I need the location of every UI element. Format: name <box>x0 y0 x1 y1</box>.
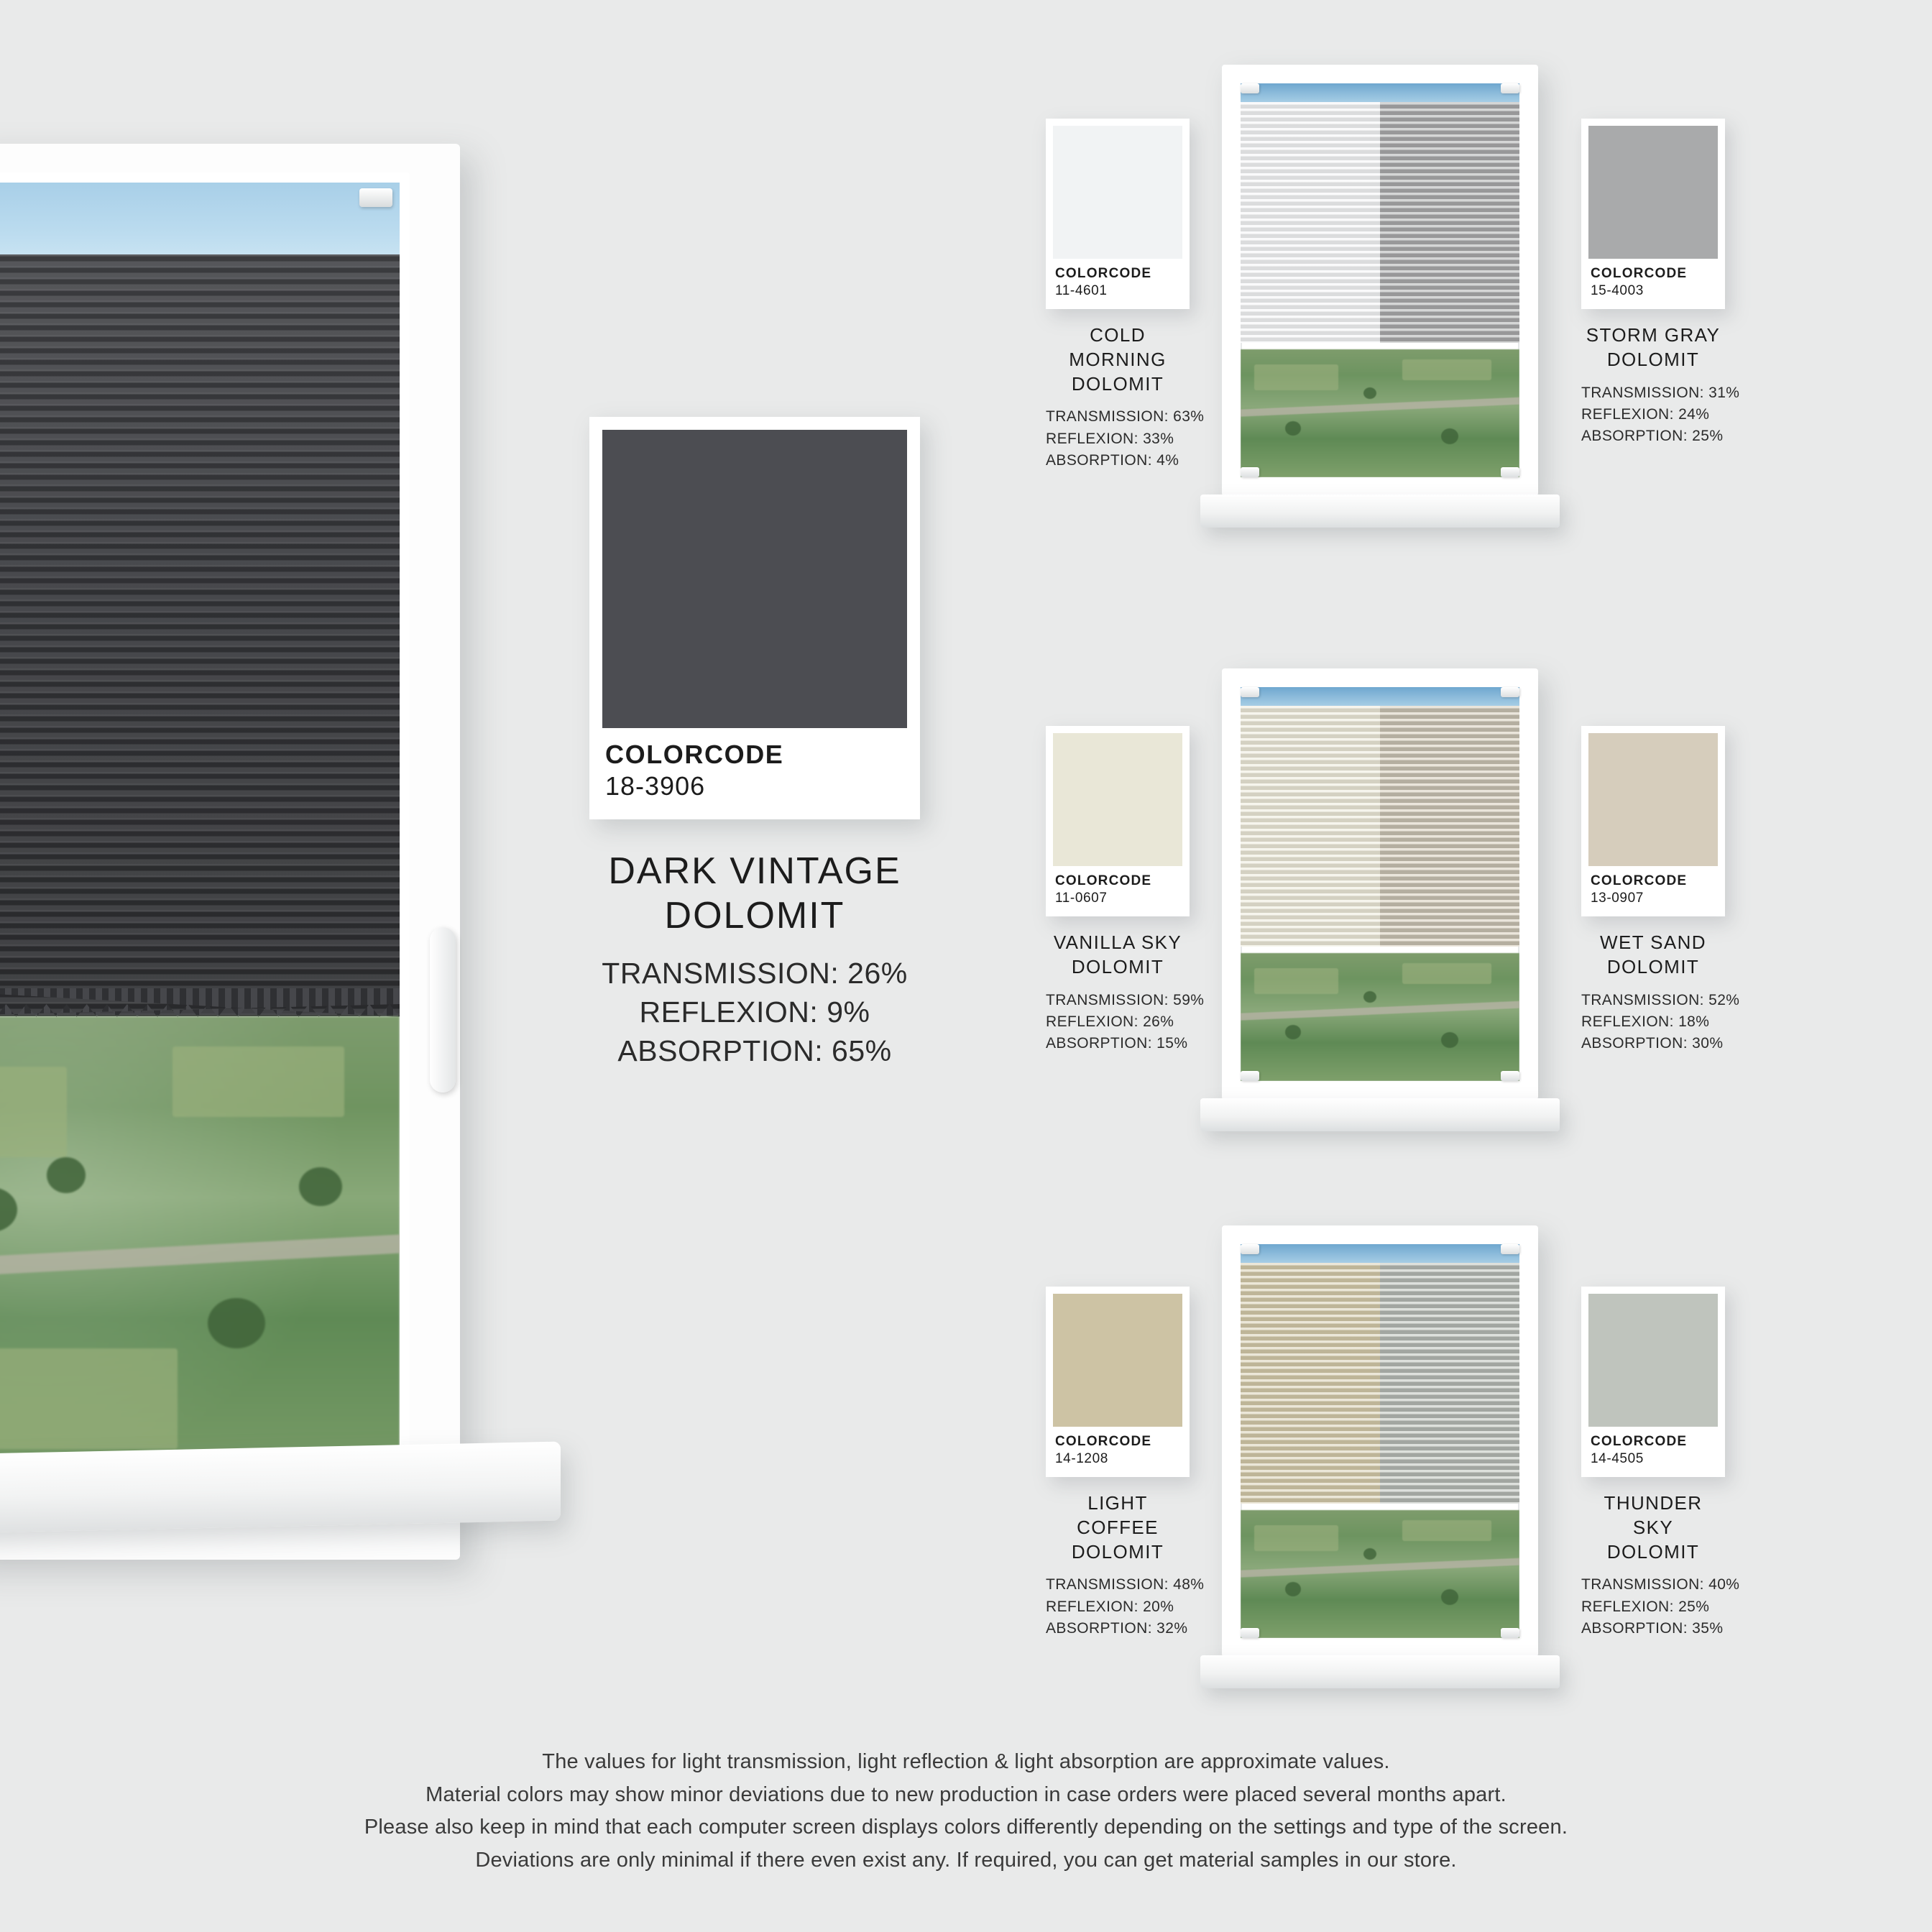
swatch-absorption: ABSORPTION: 15% <box>1046 1035 1188 1052</box>
swatch-colorcode-value: 11-0607 <box>1055 891 1108 906</box>
road-shape <box>1233 1000 1527 1021</box>
field-shape <box>1254 1525 1338 1551</box>
swatch-transmission: TRANSMISSION: 48% <box>1046 1576 1205 1593</box>
swatch-light-values <box>1581 1574 1740 1639</box>
room-blind-3 <box>1241 1263 1519 1504</box>
swatch-storm-gray <box>1581 119 1740 448</box>
blind-clip <box>1241 83 1259 93</box>
blind-clip <box>1241 1071 1259 1081</box>
blind-clip <box>1501 83 1519 93</box>
sky-strip <box>1241 83 1519 102</box>
field-shape <box>0 1348 178 1449</box>
swatch-name <box>1046 1491 1190 1564</box>
swatch-light-values <box>1581 382 1740 448</box>
swatch-pantone-card <box>1581 1287 1725 1477</box>
blind-half-left <box>1241 102 1380 343</box>
disclaimer-line-1: The values for light transmission, light reflection & light absorption are approximate values. <box>542 1749 1390 1773</box>
blind-clip <box>1241 467 1259 477</box>
swatch-pantone-meta <box>1053 1427 1182 1477</box>
tree-shape <box>1363 1548 1376 1560</box>
swatch-reflexion: REFLEXION: 20% <box>1046 1598 1174 1615</box>
swatch-color-chip <box>1588 733 1718 866</box>
featured-transmission: TRANSMISSION: 26% <box>602 956 908 990</box>
swatch-colorcode-value: 13-0907 <box>1591 891 1644 906</box>
swatch-absorption: ABSORPTION: 30% <box>1581 1035 1724 1052</box>
swatch-colorcode-label: COLORCODE <box>1591 1434 1688 1449</box>
swatch-reflexion: REFLEXION: 18% <box>1581 1013 1710 1031</box>
swatch-transmission: TRANSMISSION: 63% <box>1046 408 1205 426</box>
featured-light-values <box>589 954 920 1070</box>
swatch-absorption: ABSORPTION: 4% <box>1046 452 1179 469</box>
swatch-light-values <box>1046 406 1205 472</box>
swatch-colorcode-label: COLORCODE <box>1055 266 1152 281</box>
featured-reflexion: REFLEXION: 9% <box>639 995 870 1029</box>
featured-absorption: ABSORPTION: 65% <box>617 1034 892 1068</box>
sky-strip <box>1241 687 1519 706</box>
swatch-light-coffee <box>1046 1287 1205 1640</box>
swatch-name-line2: DOLOMIT <box>1606 955 1700 978</box>
featured-product-title <box>589 850 920 938</box>
swatch-colorcode-value: 15-4003 <box>1591 283 1644 298</box>
disclaimer-text <box>0 1746 1932 1877</box>
swatch-absorption: ABSORPTION: 35% <box>1581 1620 1724 1637</box>
featured-title-line2: DOLOMIT <box>664 894 845 937</box>
swatch-name-line2: DOLOMIT <box>1071 372 1164 395</box>
tree-shape <box>299 1167 342 1206</box>
swatch-name-line1: LIGHT COFFEE <box>1077 1492 1159 1538</box>
blind-half-left <box>1241 1263 1380 1504</box>
swatch-light-values <box>1046 990 1205 1055</box>
blind-half-right <box>1380 1263 1519 1504</box>
swatch-colorcode-value: 14-1208 <box>1055 1451 1108 1466</box>
swatch-reflexion: REFLEXION: 25% <box>1581 1598 1710 1615</box>
swatch-absorption: ABSORPTION: 25% <box>1581 428 1724 445</box>
blind-clip <box>1241 1244 1259 1254</box>
swatch-name-line2: DOLOMIT <box>1071 1540 1164 1563</box>
swatch-reflexion: REFLEXION: 33% <box>1046 430 1174 447</box>
swatch-name-line1: WET SAND <box>1600 932 1706 953</box>
room-window-2-glass <box>1233 680 1527 1088</box>
featured-colorcode-label: COLORCODE <box>605 740 784 769</box>
window-glass-area <box>0 172 410 1524</box>
swatch-thunder-sky <box>1581 1287 1740 1640</box>
blind-half-left <box>1241 706 1380 947</box>
tree-shape <box>1441 1589 1458 1605</box>
swatch-name-line1: VANILLA SKY <box>1053 932 1182 953</box>
tree-shape <box>1441 428 1458 444</box>
swatch-name-line1: STORM GRAY <box>1586 324 1721 346</box>
featured-title-line1: DARK VINTAGE <box>608 850 901 893</box>
room-window-1-sill <box>1200 494 1560 528</box>
featured-pantone-card <box>589 417 920 819</box>
blind-clip <box>1501 1628 1519 1638</box>
swatch-pantone-meta <box>1053 259 1182 309</box>
swatch-pantone-meta <box>1588 259 1718 309</box>
swatch-colorcode-label: COLORCODE <box>1591 873 1688 888</box>
room-window-3 <box>1222 1225 1538 1657</box>
blind-clip <box>1501 687 1519 697</box>
swatch-color-chip <box>1053 733 1182 866</box>
swatch-transmission: TRANSMISSION: 52% <box>1581 991 1740 1008</box>
swatch-name <box>1581 323 1725 372</box>
swatch-absorption: ABSORPTION: 32% <box>1046 1620 1188 1637</box>
disclaimer-line-4: Deviations are only minimal if there even exist any. If required, you can get material samples in our store. <box>475 1849 1457 1872</box>
tree-shape <box>208 1298 265 1348</box>
tree-shape <box>1285 421 1301 436</box>
field-shape <box>172 1046 344 1117</box>
swatch-transmission: TRANSMISSION: 40% <box>1581 1576 1740 1593</box>
swatch-name-line1: THUNDER SKY <box>1604 1492 1703 1538</box>
swatch-color-chip <box>1053 1294 1182 1427</box>
room-blind-2 <box>1241 706 1519 947</box>
swatch-pantone-card <box>1046 119 1190 309</box>
swatch-pantone-card <box>1581 726 1725 916</box>
blind-half-right <box>1380 102 1519 343</box>
field-shape <box>1254 968 1338 994</box>
swatch-color-chip <box>1588 126 1718 259</box>
swatch-name <box>1046 931 1190 980</box>
room-window-1-glass <box>1233 76 1527 484</box>
featured-color-chip <box>602 430 907 728</box>
swatch-wet-sand <box>1581 726 1740 1055</box>
swatch-pantone-meta <box>1588 1427 1718 1477</box>
window-handle[interactable] <box>430 927 456 1092</box>
blind-top-clip <box>359 188 392 207</box>
swatch-light-values <box>1581 990 1740 1055</box>
swatch-reflexion: REFLEXION: 24% <box>1581 406 1710 423</box>
room-window-2-sill <box>1200 1098 1560 1131</box>
window-sill <box>0 1442 561 1535</box>
room-window-3-sill <box>1200 1655 1560 1688</box>
road-shape <box>1233 1557 1527 1578</box>
featured-colorcode-value: 18-3906 <box>605 770 706 801</box>
tree-shape <box>1363 387 1376 399</box>
tree-shape <box>1285 1582 1301 1596</box>
tree-shape <box>47 1157 86 1193</box>
swatch-name-line2: DOLOMIT <box>1606 348 1700 370</box>
road-shape <box>0 1232 410 1282</box>
outdoor-landscape-view <box>1241 1510 1519 1638</box>
swatch-pantone-card <box>1581 119 1725 309</box>
swatch-pantone-card <box>1046 726 1190 916</box>
room-window-1 <box>1222 65 1538 496</box>
field-shape <box>1402 1520 1491 1540</box>
disclaimer-line-3: Please also keep in mind that each computer screen displays colors differently depending on the settings and type of the screen. <box>364 1816 1568 1839</box>
swatch-name-line2: DOLOMIT <box>1071 955 1164 978</box>
swatch-pantone-meta <box>1588 866 1718 916</box>
swatch-colorcode-label: COLORCODE <box>1055 873 1152 888</box>
swatch-colorcode-value: 11-4601 <box>1055 283 1108 298</box>
room-blind-1 <box>1241 102 1519 343</box>
room-window-3-glass <box>1233 1237 1527 1645</box>
swatch-color-chip <box>1588 1294 1718 1427</box>
swatch-name <box>1581 931 1725 980</box>
swatch-light-values <box>1046 1574 1205 1639</box>
swatch-colorcode-label: COLORCODE <box>1591 266 1688 281</box>
swatch-reflexion: REFLEXION: 26% <box>1046 1013 1174 1031</box>
tree-shape <box>0 1187 17 1232</box>
blind-clip <box>1241 1628 1259 1638</box>
swatch-vanilla-sky <box>1046 726 1205 1055</box>
field-shape <box>1254 364 1338 390</box>
room-window-2 <box>1222 668 1538 1100</box>
swatch-cold-morning <box>1046 119 1205 472</box>
field-shape <box>1402 359 1491 380</box>
blind-clip <box>1241 687 1259 697</box>
blind-clip <box>1501 1244 1519 1254</box>
tree-shape <box>1441 1032 1458 1048</box>
tree-shape <box>1285 1025 1301 1039</box>
swatch-color-chip <box>1053 126 1182 259</box>
blind-half-right <box>1380 706 1519 947</box>
swatch-transmission: TRANSMISSION: 31% <box>1581 384 1740 401</box>
swatch-transmission: TRANSMISSION: 59% <box>1046 991 1205 1008</box>
outdoor-landscape-view <box>1241 349 1519 477</box>
field-shape <box>0 1067 67 1157</box>
blind-clip <box>1501 467 1519 477</box>
swatch-colorcode-value: 14-4505 <box>1591 1451 1644 1466</box>
outdoor-landscape-view <box>0 1016 400 1519</box>
field-shape <box>1402 963 1491 983</box>
sky-strip <box>1241 1244 1519 1263</box>
swatch-name <box>1581 1491 1725 1564</box>
road-shape <box>1233 396 1527 418</box>
outdoor-landscape-view <box>1241 953 1519 1081</box>
blind-clip <box>1501 1071 1519 1081</box>
featured-color-card <box>589 417 920 1070</box>
swatch-name-line2: DOLOMIT <box>1606 1540 1700 1563</box>
pleated-blind-fabric <box>0 254 400 1016</box>
swatch-pantone-meta <box>1053 866 1182 916</box>
swatch-name-line1: COLD MORNING <box>1069 324 1167 370</box>
swatch-name <box>1046 323 1190 396</box>
disclaimer-line-2: Material colors may show minor deviations due to new production in case orders were placed several months apart. <box>426 1782 1506 1806</box>
swatch-pantone-card <box>1046 1287 1190 1477</box>
swatch-colorcode-label: COLORCODE <box>1055 1434 1152 1449</box>
tree-shape <box>1363 991 1376 1003</box>
featured-pantone-meta <box>602 728 907 819</box>
